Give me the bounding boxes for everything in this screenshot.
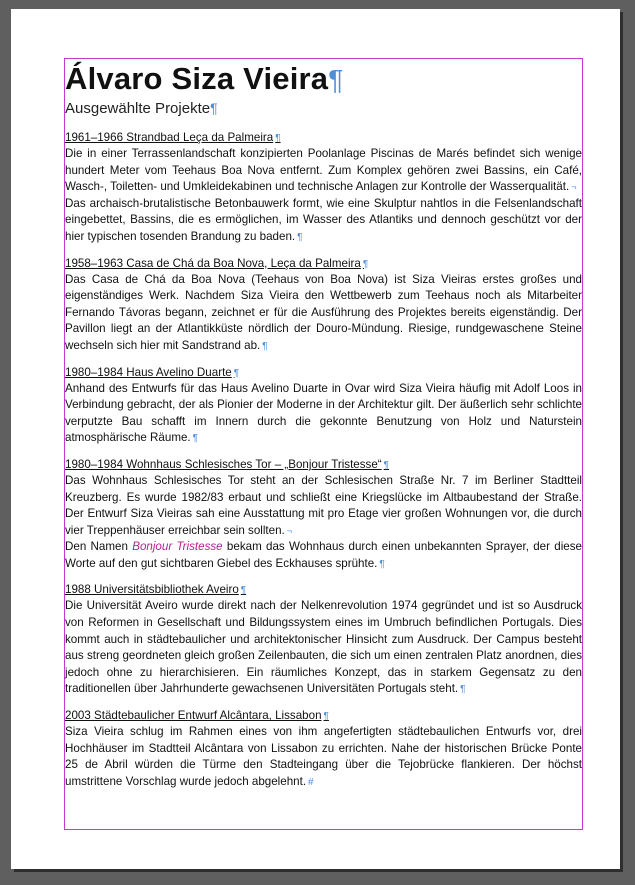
project-section bbox=[65, 130, 582, 247]
pilcrow-mark: ¶ bbox=[379, 558, 385, 570]
section-paragraph: Siza Vieira schlug im Rahmen eines von ihm angefertigten städtebaulichen Entwurfs vor, drei Hochhäuser im Stadtteil Alcântara von Lissabon zu errichten. Nahe der historischen Brücke Ponte 25 de Abril würden die Türme den Stadteingang über die Tejobrücke flankieren. Der höchst umstrittene Vorschlag wurde jedoch abgelehnt. # bbox=[65, 725, 582, 788]
pilcrow-mark: ¶ bbox=[240, 585, 247, 597]
pilcrow-mark: ¶ bbox=[383, 459, 390, 471]
project-section bbox=[65, 457, 582, 574]
line-break-mark: ¬ bbox=[286, 525, 293, 536]
pilcrow-mark: ¶ bbox=[460, 684, 466, 696]
pilcrow-mark: ¶ bbox=[328, 64, 344, 95]
page-subtitle: Ausgewählte Projekte¶ bbox=[65, 100, 218, 117]
section-heading: 1980–1984 Haus Avelino Duarte ¶ bbox=[65, 365, 240, 379]
pilcrow-mark: ¶ bbox=[262, 340, 268, 352]
line-break-mark: ¬ bbox=[571, 182, 577, 193]
text-frame[interactable] bbox=[65, 61, 582, 800]
project-section bbox=[65, 582, 582, 699]
section-heading: 1961–1966 Strandbad Leça da Palmeira ¶ bbox=[65, 131, 281, 144]
project-section bbox=[65, 708, 582, 791]
section-paragraph: Anhand des Entwurfs für das Haus Avelino Duarte in Ovar wird Siza Vieira häufig mit Adolf Loos in Verbindung gebracht, der als Pionier der Moderne in der Architektur gilt. Der äußerlich sehr schlichte verputzte Bau schafft im Innern durch die gekonnte Benutzung von Holz und Naturstein atmosphärische Räume. ¶ bbox=[65, 381, 582, 445]
project-section bbox=[65, 365, 582, 448]
section-paragraph: Die in einer Terrassenlandschaft konzipierten Poolanlage Piscinas de Marés befindet sich wenige hundert Meter vom Teehaus Boa Nova entfernt. Zum Komplex gehören zwei Bassins, ein Café, Wasch-, Toiletten- und Umkleidekabinen und technische Anlagen zur Kontrolle der Wasserqualität. ¬ bbox=[65, 147, 582, 194]
end-of-story-mark: # bbox=[308, 776, 314, 788]
pilcrow-mark: ¶ bbox=[233, 367, 240, 379]
section-paragraph: Die Universität Aveiro wurde direkt nach der Nelkenrevolution 1974 gegründet und ist so Ausdruck von Reformen in Gesellschaft und Bildungssystem eines im Umbruch befindlichen Portugals. Dies kommt auch in städtebaulicher und architektonischer Hinsicht zum Ausdruck. Der Campus besteht aus streng geordneten gleich großen Zeilenbauten, die sich um einen zentralen Platz anordnen, dies jedoch ohne zu hierarchisieren. Ein räumliches Konzept, das in starkem Gegensatz zu den traditionellen über Jahrhunderte gewachsenen Universitäten Portugals steht. ¶ bbox=[65, 599, 582, 696]
section-heading: 1988 Universitätsbibliothek Aveiro ¶ bbox=[65, 583, 247, 597]
project-section bbox=[65, 256, 582, 356]
page-title: Álvaro Siza Vieira¶ bbox=[65, 61, 344, 96]
section-paragraph: Das Wohnhaus Schlesisches Tor steht an der Schlesischen Straße Nr. 7 im Berliner Stadtteil Kreuzberg. Es wurde 1982/83 erbaut und schließt eine Kriegslücke im Altbaubestand der Straße. Der Entwurf Siza Vieiras sah eine Ausstattung mit pro Etage vier großen Wohnungen vor, die durch vier Treppenhäuser erreichbar sein sollten. ¬ bbox=[65, 473, 582, 537]
pilcrow-mark: ¶ bbox=[192, 433, 199, 445]
document-page[interactable] bbox=[11, 9, 620, 869]
section-heading: 1980–1984 Wohnhaus Schlesisches Tor – „Bonjour Tristesse“ ¶ bbox=[65, 457, 390, 471]
pilcrow-mark: ¶ bbox=[297, 231, 303, 243]
emphasized-text: Bonjour Tristesse bbox=[132, 540, 223, 554]
section-heading: 2003 Städtebaulicher Entwurf Alcântara, Lissabon ¶ bbox=[65, 709, 329, 723]
pilcrow-mark: ¶ bbox=[275, 133, 281, 144]
section-paragraph: Das archaisch-brutalistische Betonbauwerk formt, wie eine Skulptur nahtlos in die Felsenlandschaft eingebettet, Bassins, die es ermöglichen, im Wasser des Atlantiks und dennoch geschützt vor der hier typischen tosenden Brandung zu baden. ¶ bbox=[65, 196, 582, 243]
section-paragraph: Das Casa de Chá da Boa Nova (Teehaus von Boa Nova) ist Siza Vieiras erstes großes und eigenständiges Werk. Nachdem Siza Vieira den Wettbewerb zum Teehaus noch als Mitarbeiter Fernando Távoras begann, zeichnet er für die Ausführung des Projektes bereits eigenständig. Der Pavillon liegt an der Atlantikküste nördlich der Douro-Mündung. Riesige, rundgewaschene Steine wechseln sich hier mit Sandstrand ab. ¶ bbox=[65, 272, 582, 352]
pilcrow-mark: ¶ bbox=[323, 711, 329, 723]
pilcrow-mark: ¶ bbox=[210, 100, 218, 116]
section-heading: 1958–1963 Casa de Chá da Boa Nova, Leça da Palmeira ¶ bbox=[65, 256, 369, 270]
section-paragraph: Den Namen Bonjour Tristesse bekam das Wohnhaus durch einen unbekannten Sprayer, der diese Worte auf den gut sichtbaren Giebel des Eckhauses sprühte. ¶ bbox=[65, 540, 582, 570]
pilcrow-mark: ¶ bbox=[362, 258, 369, 270]
